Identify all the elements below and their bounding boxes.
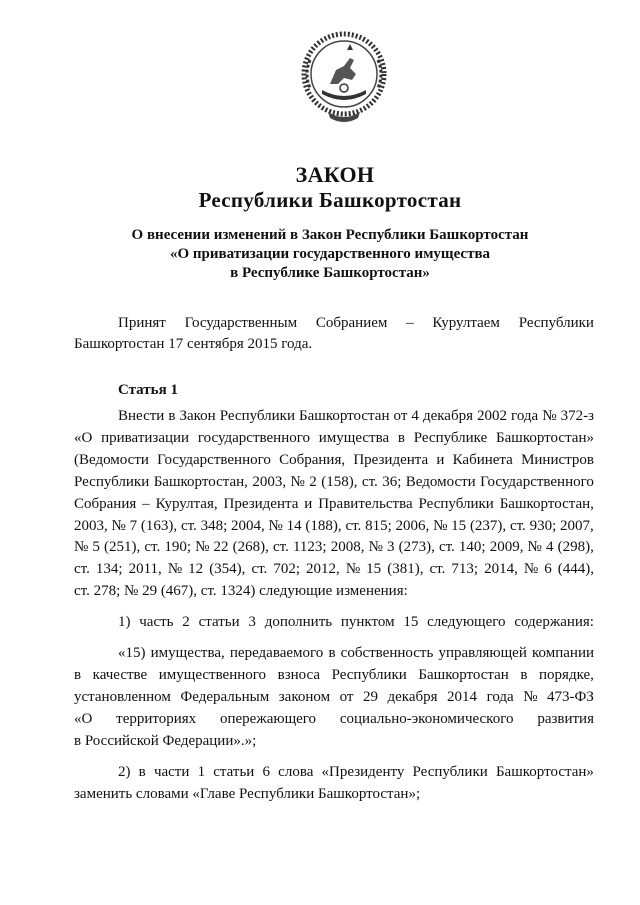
word: ст.	[74, 561, 90, 578]
word: 702;	[273, 561, 301, 578]
word: в	[168, 408, 176, 424]
word: в	[328, 645, 336, 662]
word: социально-экономического	[339, 710, 514, 727]
adoption-word: –	[406, 315, 414, 331]
word: в	[74, 666, 82, 683]
word: №	[345, 561, 361, 578]
word: 6	[262, 763, 270, 780]
word: 713;	[451, 561, 479, 578]
word: от	[393, 408, 408, 424]
law-title-line: в Республике Башкортостан»	[230, 265, 430, 281]
word: «15)	[118, 645, 146, 662]
text-line	[74, 516, 594, 538]
word: 134;	[95, 561, 123, 578]
doc-subtitle: Республики Башкортостан	[198, 188, 462, 212]
word: порядке,	[539, 666, 594, 683]
word: 3	[386, 539, 395, 556]
word: 2014	[447, 688, 478, 705]
word: №	[74, 539, 89, 556]
word: ст.	[429, 561, 446, 578]
word: 2002	[477, 408, 508, 424]
word: следующего	[427, 614, 506, 631]
word: дополнить	[264, 614, 333, 631]
word: (237),	[469, 517, 507, 534]
word: часть	[139, 614, 174, 631]
word: 15	[366, 561, 382, 578]
text-line	[74, 762, 594, 784]
word: Республики	[219, 408, 295, 424]
word: приватизации	[101, 429, 190, 446]
article-body	[74, 406, 594, 805]
word: (Ведомости	[74, 451, 149, 468]
paragraph-gap	[74, 603, 594, 612]
text-line	[74, 643, 594, 665]
word: года	[486, 688, 514, 705]
word: Собрания,	[279, 451, 346, 468]
word: имущества	[318, 429, 390, 446]
word: Федеральным	[180, 688, 270, 705]
word: 2008,	[330, 539, 365, 556]
word: 2012,	[306, 561, 340, 578]
word: Правительства	[318, 495, 413, 512]
word: ст.	[438, 539, 455, 556]
text-line	[74, 709, 594, 731]
word: (444),	[557, 561, 594, 578]
word: ст.	[361, 473, 378, 490]
word: Республики	[331, 666, 407, 683]
word: 2011,	[128, 561, 162, 578]
word: декабря	[387, 688, 438, 705]
word: ст.	[180, 517, 197, 534]
text-line	[74, 687, 594, 709]
law-title-line: О внесении изменений в Закон Республики Башкортостан	[131, 227, 529, 243]
word: 1123;	[292, 539, 327, 556]
word: 29	[362, 688, 378, 705]
word: ст.	[509, 517, 526, 534]
line-text: заменить словами «Главе Республики Башкортостан»;	[74, 785, 421, 802]
word: Башкортостан,	[153, 473, 248, 490]
word: 140;	[458, 539, 486, 556]
word: 2014,	[484, 561, 518, 578]
word: Закон	[179, 408, 216, 424]
word: Кабинета	[452, 451, 513, 468]
word: №	[523, 688, 538, 705]
word: Башкортостан,	[499, 495, 594, 512]
word: Министров	[521, 451, 594, 468]
word: Республике	[413, 429, 488, 446]
word: 15	[451, 517, 467, 534]
word: №	[167, 561, 183, 578]
word: 2004,	[231, 517, 265, 534]
word: собственность	[340, 645, 434, 662]
word: –	[142, 495, 150, 512]
word: содержания:	[514, 614, 594, 631]
word: законом	[278, 688, 331, 705]
word: «О	[74, 429, 93, 446]
word: №	[368, 539, 383, 556]
word: Президента	[223, 495, 299, 512]
word: пунктом	[340, 614, 395, 631]
word: (251),	[104, 539, 141, 556]
word: №	[111, 517, 126, 534]
word: управляющей	[438, 645, 527, 662]
word: территориях	[116, 710, 197, 727]
word: в	[520, 666, 528, 683]
word: 2003,	[252, 473, 287, 490]
text-line	[74, 537, 594, 559]
law-title	[10, 226, 640, 283]
word: 473-ФЗ	[547, 688, 594, 705]
word: развития	[537, 710, 594, 727]
word: 2007,	[560, 517, 594, 534]
word: №	[527, 539, 542, 556]
adoption-word: Государственным	[184, 315, 298, 331]
word: 7	[129, 517, 138, 534]
word: №	[290, 473, 305, 490]
word: ст.	[144, 539, 161, 556]
doc-title: ЗАКОН	[295, 162, 375, 187]
text-line	[74, 665, 594, 687]
word: части	[153, 763, 190, 780]
word: (381),	[387, 561, 424, 578]
word: ст.	[345, 517, 362, 534]
word: 2006,	[395, 517, 430, 534]
word: (163),	[140, 517, 178, 534]
adoption-word: Курултаем	[432, 315, 500, 331]
text-line	[74, 784, 594, 806]
word: 930;	[529, 517, 557, 534]
word: 1	[197, 763, 206, 780]
word: 372-з	[560, 408, 594, 424]
text-line	[74, 612, 594, 634]
text-line	[74, 428, 594, 450]
adoption-word: Собранием	[315, 315, 388, 331]
word: Президента	[353, 451, 429, 468]
word: и	[436, 451, 445, 468]
word: 2)	[118, 763, 131, 780]
word: 22	[213, 539, 229, 556]
word: (273),	[398, 539, 435, 556]
word: 190;	[164, 539, 192, 556]
word: (268),	[232, 539, 269, 556]
word: (158),	[321, 473, 358, 490]
text-line	[74, 494, 594, 516]
word: ст.	[273, 539, 289, 556]
word: Башкортостан»	[496, 429, 594, 446]
text-line	[74, 472, 594, 494]
word: 14	[286, 517, 302, 534]
word: (298),	[557, 539, 594, 556]
word: декабря	[422, 408, 473, 424]
word: Ведомости	[405, 473, 476, 490]
word: и	[304, 495, 313, 512]
word: №	[523, 561, 539, 578]
word: в	[138, 763, 146, 780]
word: в	[397, 429, 405, 446]
word: 815;	[365, 517, 392, 534]
adoption-note	[74, 313, 594, 355]
adoption-word: Республики	[518, 315, 594, 331]
line-text: в Российской Федерации».»;	[74, 732, 257, 749]
article-heading: Статья 1	[118, 382, 178, 398]
word: 12	[188, 561, 204, 578]
word: 2	[182, 614, 190, 631]
word: 5	[92, 539, 100, 556]
word: Собрания	[74, 495, 137, 512]
word: статьи	[198, 614, 240, 631]
text-line	[74, 581, 594, 603]
adoption-line: Башкортостан 17 сентября 2015 года.	[74, 336, 313, 352]
word: 4	[411, 408, 419, 424]
word: года	[511, 408, 539, 424]
paragraph-gap	[74, 753, 594, 762]
word: Внести	[118, 408, 165, 424]
word: опережающего	[220, 710, 317, 727]
word: 6	[544, 561, 552, 578]
word: имущественного	[158, 666, 267, 683]
word: №	[433, 517, 448, 534]
word: слова	[278, 763, 314, 780]
word: (354),	[209, 561, 246, 578]
word: установленном	[74, 688, 171, 705]
word: Государственного	[480, 473, 594, 490]
word: Республики	[74, 473, 150, 490]
word: компании	[532, 645, 594, 662]
word: 2009,	[489, 539, 524, 556]
word: Башкортостан	[299, 408, 390, 424]
word: «Президенту	[321, 763, 405, 780]
text-line	[74, 406, 594, 428]
word: Башкортостан	[418, 666, 509, 683]
text-line	[74, 731, 594, 753]
word: Республики	[412, 763, 488, 780]
word: 36;	[382, 473, 402, 490]
word: Башкортостан»	[495, 763, 594, 780]
word: (188),	[305, 517, 342, 534]
word: взноса	[277, 666, 321, 683]
word: 15	[403, 614, 419, 631]
word: №	[268, 517, 283, 534]
word: от	[339, 688, 354, 705]
coat-of-arms-icon	[300, 30, 388, 128]
word: статьи	[213, 763, 255, 780]
word: качестве	[92, 666, 148, 683]
word: Республики	[418, 495, 494, 512]
word: ст.	[251, 561, 268, 578]
text-line	[74, 450, 594, 472]
line-text: ст. 278; № 29 (467), ст. 1324) следующие изменения:	[74, 583, 408, 600]
word: государственного	[197, 429, 310, 446]
word: 2003,	[74, 517, 108, 534]
word: №	[542, 408, 557, 424]
word: 4	[545, 539, 554, 556]
word: Государственного	[157, 451, 271, 468]
word: Курултая,	[155, 495, 218, 512]
law-title-line: «О приватизации государственного имущества	[169, 246, 491, 262]
word: №	[195, 539, 210, 556]
text-line	[74, 559, 594, 581]
word: передаваемого	[229, 645, 324, 662]
word: 348;	[200, 517, 228, 534]
word: 1)	[118, 614, 131, 631]
adoption-word: Принят	[118, 315, 166, 331]
word: имущества,	[150, 645, 225, 662]
word: 3	[248, 614, 256, 631]
word: 2	[309, 473, 317, 490]
paragraph-gap	[74, 634, 594, 643]
word: «О	[74, 710, 93, 727]
